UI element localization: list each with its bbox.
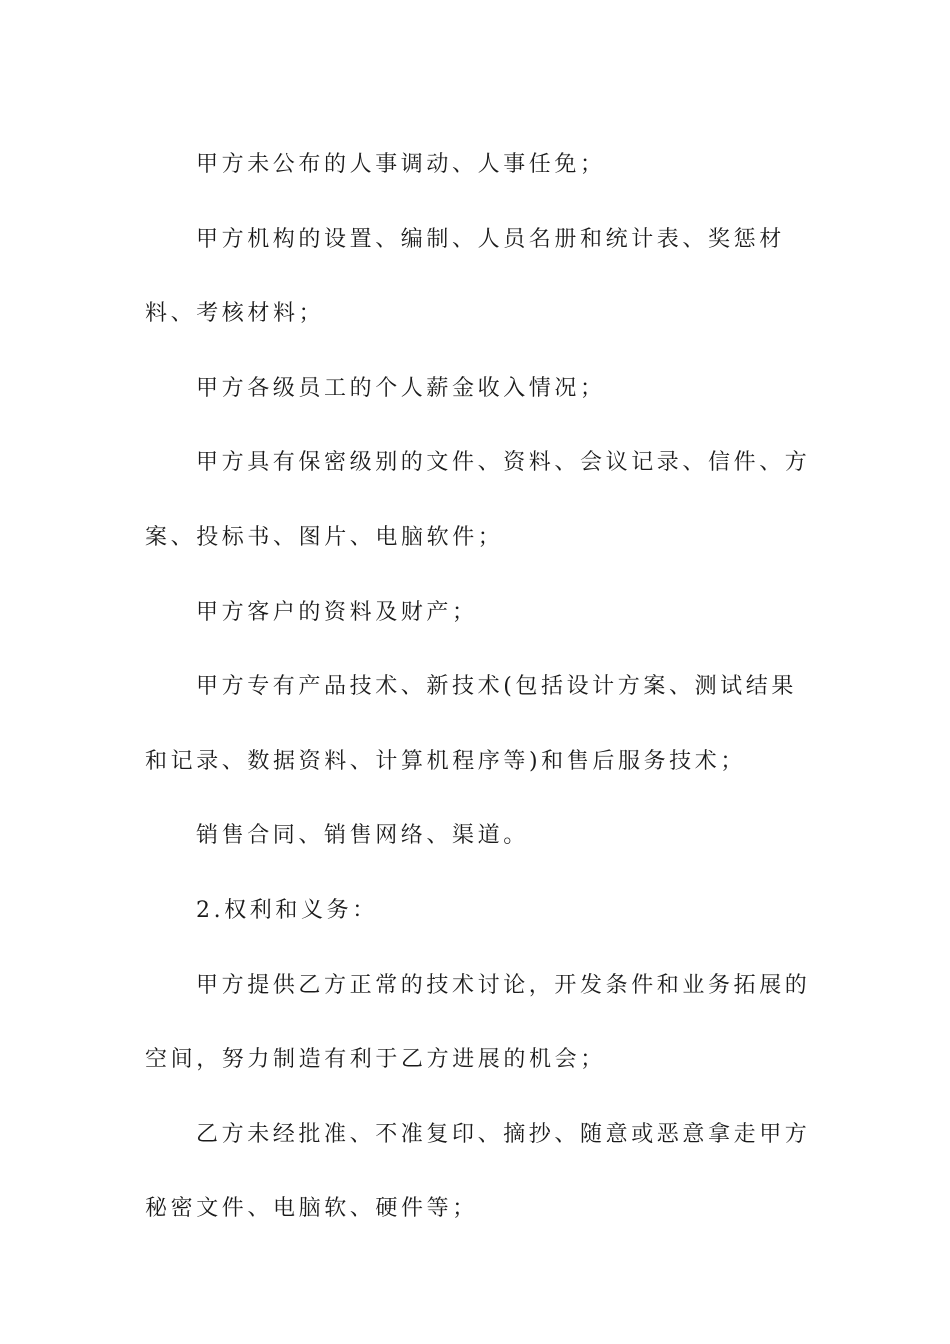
paragraph-party-a-provisions: 甲方提供乙方正常的技术讨论，开发条件和业务拓展的空间，努力制造有利于乙方进展的机会；	[145, 972, 811, 1073]
section-heading-rights-obligations: 2.权利和义务：	[196, 897, 378, 923]
paragraph-proprietary-technology: 甲方专有产品技术、新技术(包括设计方案、测试结果和记录、数据资料、计算机程序等)和售后服务技术；	[145, 674, 797, 774]
paragraph-personnel-changes: 甲方未公布的人事调动、人事任免；	[196, 152, 606, 177]
paragraph-sales-network: 销售合同、销售网络、渠道。	[196, 823, 529, 849]
paragraph-client-data: 甲方客户的资料及财产；	[196, 599, 478, 625]
document-body	[145, 128, 815, 1247]
paragraph-party-b-restrictions: 乙方未经批准、不准复印、摘抄、随意或恶意拿走甲方秘密文件、电脑软、硬件等；	[145, 1121, 811, 1222]
paragraph-confidential-files: 甲方具有保密级别的文件、资料、会议记录、信件、方案、投标书、图片、电脑软件；	[145, 450, 811, 550]
paragraph-salary-income: 甲方各级员工的个人薪金收入情况；	[196, 375, 606, 401]
paragraph-organization-setup: 甲方机构的设置、编制、人员名册和统计表、奖惩材料、考核材料；	[145, 226, 785, 327]
